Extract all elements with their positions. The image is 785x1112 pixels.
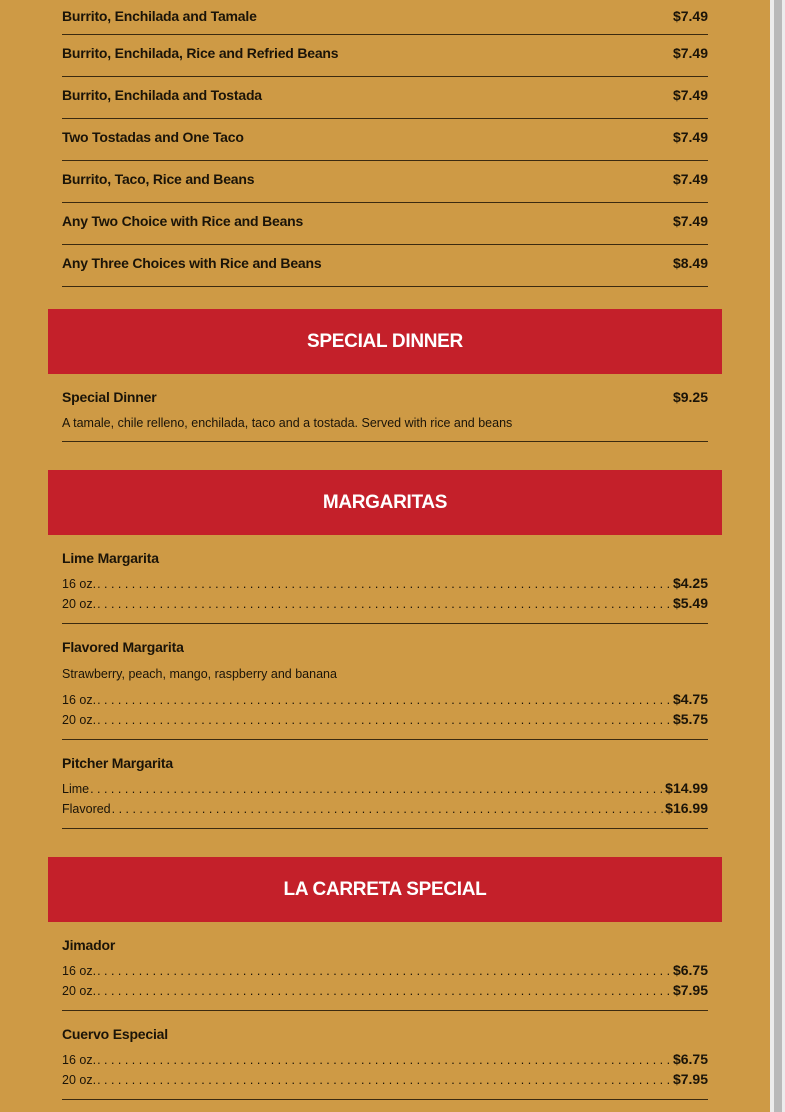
size-label: Lime (62, 782, 90, 796)
size-label: 16 oz. (62, 964, 97, 978)
size-price-row (62, 1051, 708, 1071)
list-item (62, 0, 708, 35)
dot-leader (97, 964, 672, 978)
list-item (62, 35, 708, 77)
jimador-item (62, 922, 708, 1011)
size-price: $4.75 (672, 691, 708, 707)
item-description: Strawberry, peach, mango, raspberry and banana (62, 667, 337, 681)
item-price: $7.49 (672, 8, 708, 24)
item-title: Cuervo Especial (62, 1026, 168, 1042)
item-name: Burrito, Enchilada, Rice and Refried Beans (62, 45, 339, 61)
item-name: Any Two Choice with Rice and Beans (62, 213, 304, 229)
size-price: $7.95 (672, 982, 708, 998)
item-price: $7.49 (672, 171, 708, 187)
pitcher-margarita-item (62, 740, 708, 829)
size-price: $14.99 (665, 780, 708, 796)
size-price-row (62, 595, 708, 615)
size-price: $6.75 (672, 962, 708, 978)
dot-leader (97, 713, 672, 727)
size-label: Flavored (62, 802, 111, 816)
size-price-row (62, 575, 708, 595)
dot-leader (97, 1073, 672, 1087)
size-price-row (62, 711, 708, 731)
flavored-margarita-item (62, 624, 708, 740)
size-price-row (62, 1071, 708, 1091)
item-price: $7.49 (672, 87, 708, 103)
item-price: $8.49 (672, 255, 708, 271)
dot-leader (90, 782, 664, 796)
size-price: $4.25 (672, 575, 708, 591)
item-name: Burrito, Taco, Rice and Beans (62, 171, 255, 187)
item-description: A tamale, chile relleno, enchilada, taco and a tostada. Served with rice and beans (62, 416, 513, 430)
dot-leader (97, 1053, 672, 1067)
list-item (62, 119, 708, 161)
size-price: $6.75 (672, 1051, 708, 1067)
dot-leader (97, 984, 672, 998)
size-label: 16 oz. (62, 1053, 97, 1067)
item-price: $7.49 (672, 213, 708, 229)
dot-leader (97, 577, 672, 591)
dot-leader (97, 693, 672, 707)
item-price: $9.25 (672, 389, 708, 405)
list-item (62, 77, 708, 119)
dot-leader (97, 597, 672, 611)
item-title: Flavored Margarita (62, 639, 184, 655)
size-price: $16.99 (665, 800, 708, 816)
size-label: 20 oz. (62, 597, 97, 611)
list-item (62, 161, 708, 203)
size-price: $5.75 (672, 711, 708, 727)
size-price-row (62, 691, 708, 711)
scrollbar-thumb[interactable] (774, 0, 782, 1112)
list-item (62, 245, 708, 287)
size-price-row (62, 962, 708, 982)
item-title: Special Dinner (62, 389, 157, 405)
size-label: 20 oz. (62, 1073, 97, 1087)
item-title: Jimador (62, 937, 116, 953)
size-price-row (62, 800, 708, 820)
size-label: 16 oz. (62, 577, 97, 591)
item-title: Lime Margarita (62, 550, 159, 566)
item-price: $7.49 (672, 45, 708, 61)
item-name: Burrito, Enchilada and Tostada (62, 87, 262, 103)
list-item (62, 203, 708, 245)
size-label: 20 oz. (62, 713, 97, 727)
item-title: Pitcher Margarita (62, 755, 173, 771)
lime-margarita-item (62, 535, 708, 624)
item-price: $7.49 (672, 129, 708, 145)
size-price-row (62, 780, 708, 800)
item-name: Two Tostadas and One Taco (62, 129, 244, 145)
vertical-scrollbar[interactable] (770, 0, 785, 1112)
size-price: $7.95 (672, 1071, 708, 1087)
margaritas-heading: MARGARITAS (48, 470, 722, 535)
cuervo-especial-item (62, 1011, 708, 1100)
item-name: Burrito, Enchilada and Tamale (62, 8, 257, 24)
combo-list (62, 0, 708, 287)
special-dinner-item (62, 374, 708, 442)
size-label: 16 oz. (62, 693, 97, 707)
special-dinner-heading: SPECIAL DINNER (48, 309, 722, 374)
size-price: $5.49 (672, 595, 708, 611)
la-carreta-special-heading: LA CARRETA SPECIAL (48, 857, 722, 922)
size-price-row (62, 982, 708, 1002)
item-name: Any Three Choices with Rice and Beans (62, 255, 322, 271)
dot-leader (112, 802, 665, 816)
size-label: 20 oz. (62, 984, 97, 998)
